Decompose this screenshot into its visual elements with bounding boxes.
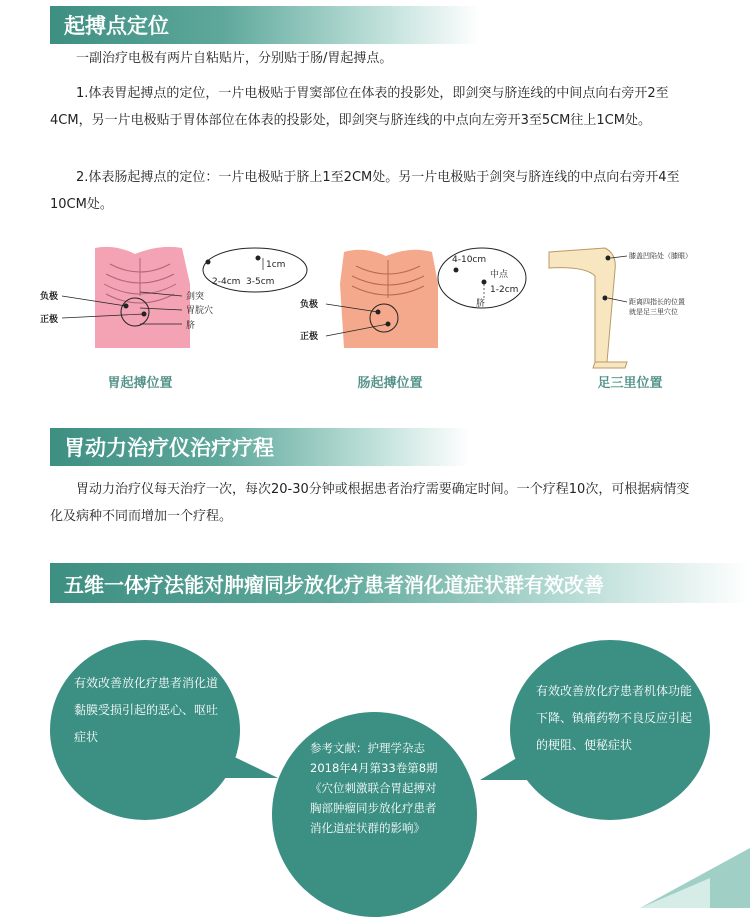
caption-stomach: 胃起搏位置 — [107, 376, 173, 391]
bubble-left-circle — [50, 640, 240, 820]
section-title: 起搏点定位 — [64, 14, 169, 38]
reference-text: 参考文献：护理学杂志2018年4月第33卷第8期《穴位刺激联合胃起搏对胸部肿瘤同步放化疗患者消化道症状群的影响》 — [310, 741, 438, 835]
label-midpoint: 胃脘穴 — [186, 306, 214, 316]
label-positive: 正极 — [40, 315, 59, 325]
torso-shape — [340, 250, 438, 348]
caption-intestine: 肠起搏位置 — [357, 376, 423, 391]
course-paragraph: 胃动力治疗仪每天治疗一次，每次20-30分钟或根据患者治疗需要确定时间。一个疗程10次，可根据病情变化及病种不同而增加一个疗程。 — [50, 482, 690, 524]
section-title: 胃动力治疗仪治疗疗程 — [64, 436, 274, 460]
zusanli-dot — [603, 296, 608, 301]
label-xiphoid: 剑突 — [186, 292, 205, 302]
section-banner-course — [50, 428, 470, 466]
label-knee-eye: 膝盖凹陷处（膝眼） — [629, 252, 692, 260]
label-navel: 脐 — [476, 299, 486, 309]
label-negative: 负极 — [40, 292, 59, 302]
torso-shape — [95, 247, 190, 348]
decorative-corner-small — [640, 878, 710, 908]
label-midpoint: 中点 — [490, 270, 509, 280]
knee-eye-dot — [606, 256, 611, 261]
label-negative: 负极 — [300, 300, 319, 310]
caption-leg: 足三里位置 — [597, 376, 663, 391]
bubble-left-tail — [220, 750, 278, 778]
label-4-10cm: 4-10cm — [452, 255, 487, 265]
label-positive: 正极 — [300, 332, 319, 342]
leg-shape — [549, 248, 615, 362]
reference-bubble — [272, 712, 477, 908]
intro-paragraph: 一副治疗电极有两片自粘贴片，分别贴于肠/胃起搏点。 — [76, 51, 393, 66]
speech-bubble-left — [50, 640, 240, 820]
section-banner-five-dimension — [50, 563, 750, 603]
label-3-5cm: 3-5cm — [246, 277, 275, 287]
label-four-fingers: 距离四指长的位置 — [629, 298, 685, 306]
bubble-left-text: 有效改善放化疗患者消化道黏膜受损引起的恶心、呕吐症状 — [74, 676, 219, 744]
intestine-point-paragraph: 2.体表肠起搏点的定位：一片电极贴于脐上1至2CM处。另一片电极贴于剑突与脐连线的中点向右旁开4至10CM处。 — [50, 170, 680, 212]
stomach-point-paragraph: 1.体表胃起搏点的定位，一片电极贴于胃窦部位在体表的投影处，即剑突与脐连线的中间点向右旁开2至4CM，另一片电极贴于胃体部位在体表的投影处，即剑突与脐连线的中点向左旁开3至5CM往上1CM处。 — [50, 86, 669, 128]
section-banner-pacing-points — [50, 6, 480, 44]
stomach-pacing-figure — [40, 244, 310, 356]
section-title: 五维一体疗法能对肿瘤同步放化疗患者消化道症状群有效改善 — [64, 572, 604, 597]
leg-zusanli-figure — [545, 244, 745, 369]
label-navel: 脐 — [186, 321, 196, 331]
reference-bubble-circle — [272, 712, 477, 917]
label-1cm: 1cm — [266, 260, 286, 270]
label-2-4cm: 2-4cm — [212, 277, 241, 287]
label-1-2cm: 1-2cm — [490, 285, 519, 295]
intestine-pacing-figure — [296, 244, 532, 356]
bubble-right-circle — [510, 640, 710, 820]
bubble-right-text: 有效改善放化疗患者机体功能下降、镇痛药物不良反应引起的梗阻、便秘症状 — [536, 684, 693, 752]
bubble-right-tail — [480, 750, 530, 780]
speech-bubble-right — [510, 640, 710, 820]
label-zusanli: 就是足三里穴位 — [629, 308, 678, 316]
